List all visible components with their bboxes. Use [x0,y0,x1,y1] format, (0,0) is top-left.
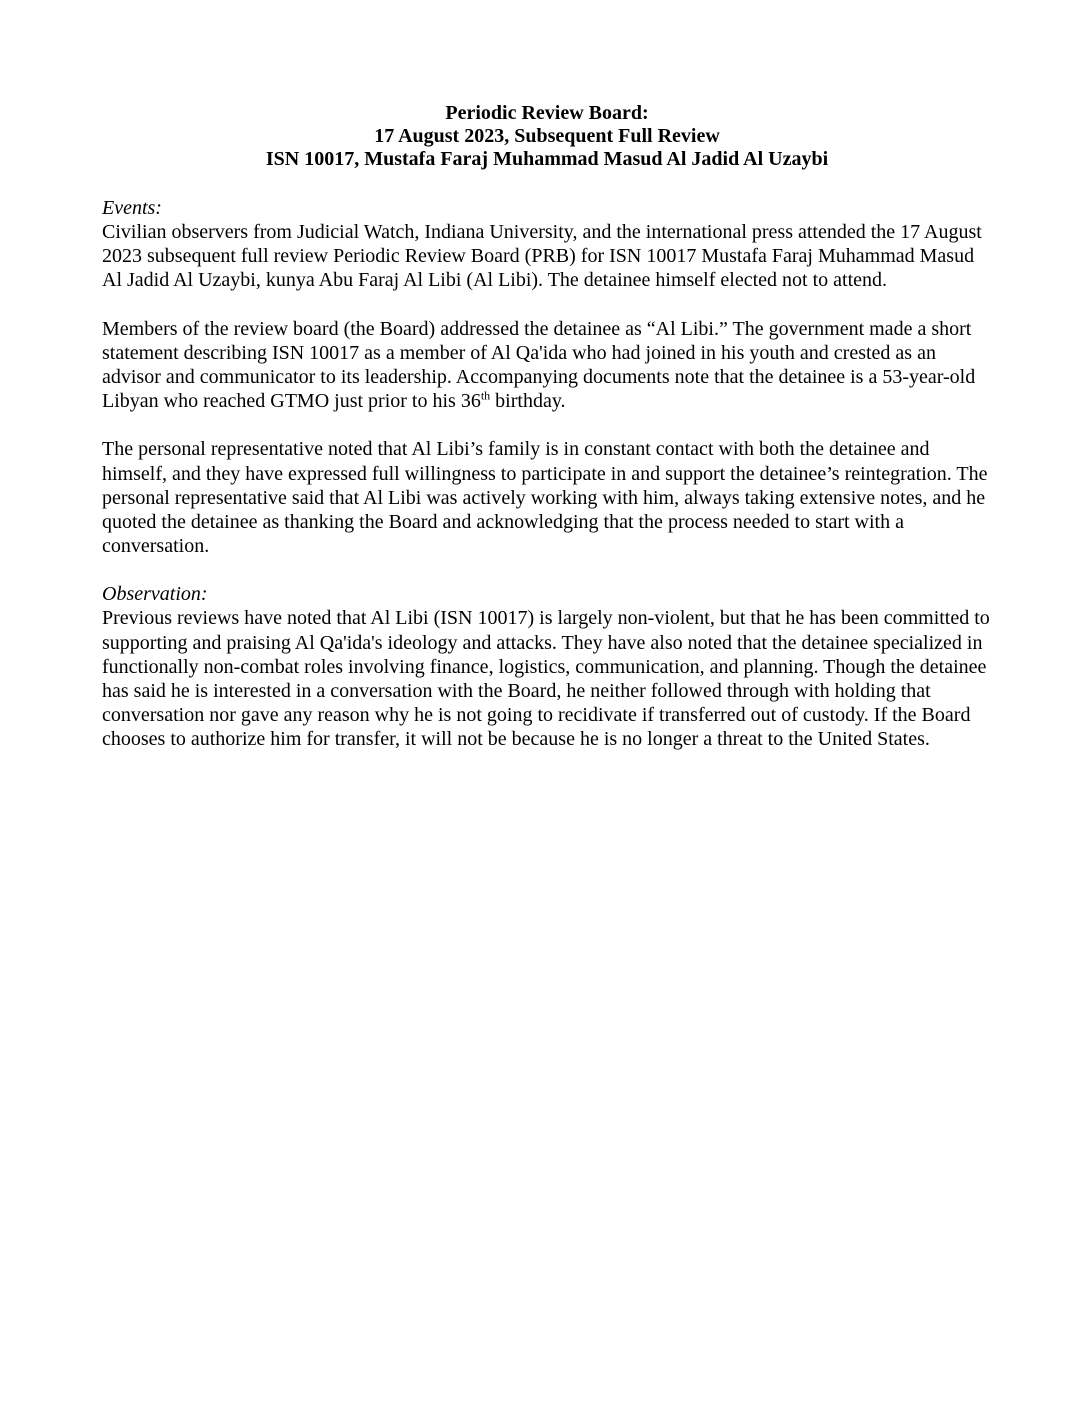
document-title [102,102,992,171]
ordinal-suffix: th [480,388,491,403]
title-line-date: 17 August 2023, Subsequent Full Review [374,125,720,147]
events-paragraph-2-tail: birthday. [490,390,566,413]
title-line-board: Periodic Review Board: [445,102,649,124]
observation-paragraph: Previous reviews have noted that Al Libi (ISN 10017) is largely non-violent, but that he has been committed to supporting and praising Al Qa'ida's ideology and attacks. They have also noted that the detainee specialized in functionally non-combat roles involving finance, logistics, communication, and planning. Though the detainee has said he is interested in a conversation with the Board, he neither followed through with holding that conversation nor gave any reason why he is not going to recidivate if transferred out of custody. If the Board chooses to authorize him for transfer, it will not be because he is no longer a threat to the United States. [102,607,990,751]
events-section [102,196,992,558]
events-paragraph-2 [102,317,992,414]
events-paragraph-3: The personal representative noted that Al Libi’s family is in constant contact with both the detainee and himself, and they have expressed full willingness to participate in and support the detainee’s reintegration. The personal representative said that Al Libi was actively working with him, always taking extensive notes, and he quoted the detainee as thanking the Board and acknowledging that the process needed to start with a conversation. [102,438,988,558]
document-page [102,102,992,776]
events-paragraph-2-text: Members of the review board (the Board) addressed the detainee as “Al Libi.” The government made a short statement describing ISN 10017 as a member of Al Qa'ida who had joined in his youth and crested as an advisor and communicator to its leadership. Accompanying documents note that the detainee is a 53-year-old Libyan who reached GTMO just prior to his 36 [102,317,976,413]
events-paragraph-1: Civilian observers from Judicial Watch, Indiana University, and the international press attended the 17 August 2023 subsequent full review Periodic Review Board (PRB) for ISN 10017 Mustafa Faraj Muhammad Masud Al Jadid Al Uzaybi, kunya Abu Faraj Al Libi (Al Libi). The detainee himself elected not to attend. [102,221,982,292]
title-line-detainee: ISN 10017, Mustafa Faraj Muhammad Masud Al Jadid Al Uzaybi [265,148,829,170]
events-heading: Events: [102,197,162,219]
observation-section [102,582,992,751]
observation-heading: Observation: [102,583,208,606]
